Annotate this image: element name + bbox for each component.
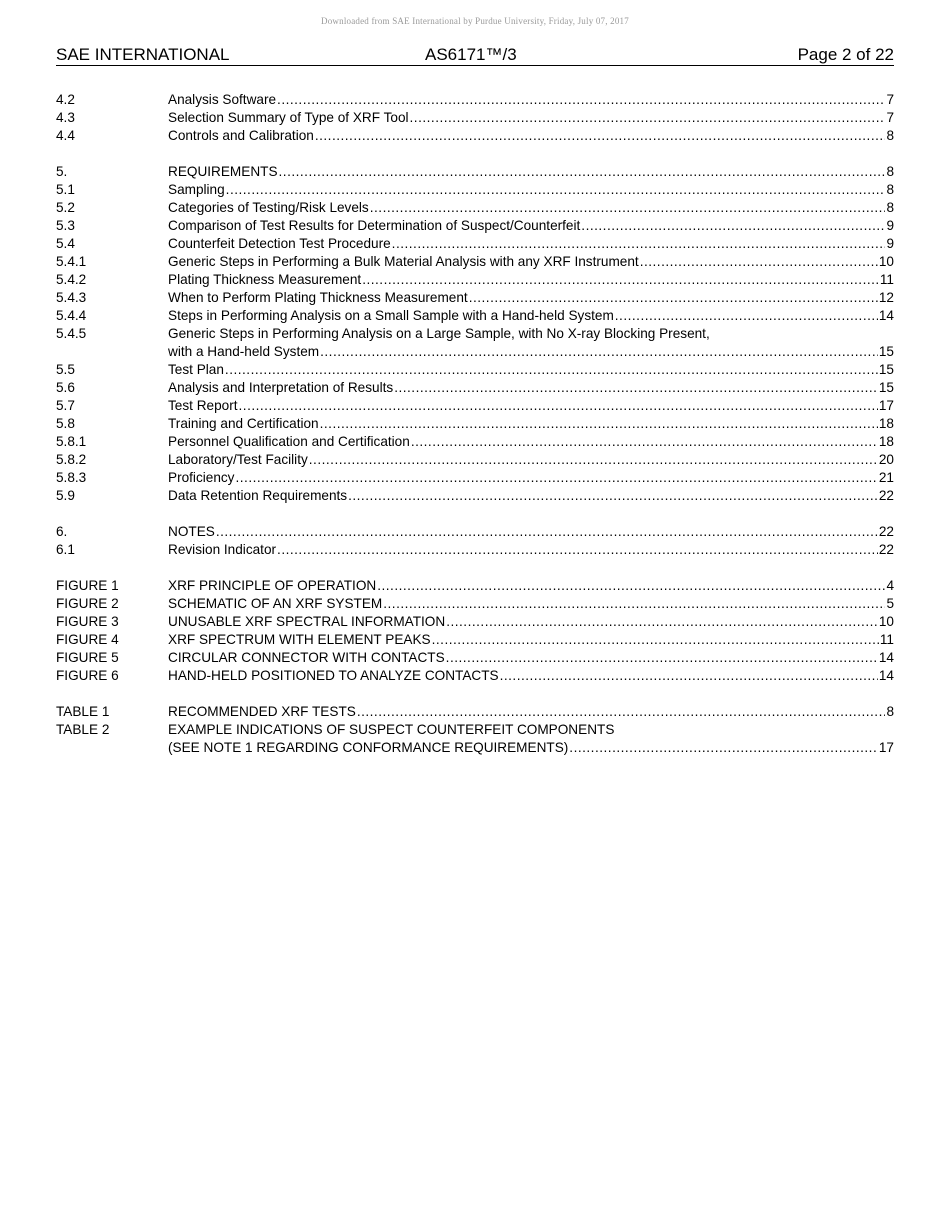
toc-entry-title: Controls and Calibration <box>168 128 314 143</box>
toc-entry-number: 4.4 <box>56 128 75 143</box>
toc-entry[interactable] <box>56 397 894 415</box>
toc-entry-page-number: 11 <box>879 632 894 647</box>
toc-entry-title: Test Plan <box>168 362 224 377</box>
toc-entry-title: Counterfeit Detection Test Procedure <box>168 236 391 251</box>
toc-entry-title: XRF PRINCIPLE OF OPERATION <box>168 578 377 593</box>
toc-dot-leader <box>226 181 886 199</box>
toc-entry[interactable] <box>56 109 894 127</box>
toc-entry[interactable] <box>56 163 894 181</box>
toc-section-gap <box>56 685 894 703</box>
toc-entry-number: 5.4.4 <box>56 308 87 323</box>
toc-entry[interactable] <box>56 199 894 217</box>
toc-entry-number: 5.4.3 <box>56 290 87 305</box>
toc-dot-leader <box>277 91 885 109</box>
toc-entry-title: Steps in Performing Analysis on a Small Sample with a Hand-held System <box>168 308 614 323</box>
toc-entry[interactable] <box>56 541 894 559</box>
toc-entry-number: 5.6 <box>56 380 75 395</box>
toc-entry-number: 5.3 <box>56 218 75 233</box>
toc-entry-number: 5.4.5 <box>56 326 87 341</box>
toc-entry-title: Test Report <box>168 398 238 413</box>
toc-entry[interactable] <box>56 127 894 145</box>
toc-entry-number: 5.8.2 <box>56 452 87 467</box>
toc-entry-number: 5.8 <box>56 416 75 431</box>
toc-dot-leader <box>370 199 886 217</box>
toc-entry-page-number: 15 <box>878 362 894 377</box>
toc-entry-number: 5. <box>56 164 68 179</box>
toc-dot-leader <box>640 253 878 271</box>
toc-entry-page-number: 22 <box>878 524 894 539</box>
page-header <box>56 44 894 66</box>
toc-entry-title: Generic Steps in Performing Analysis on a Large Sample, with No X-ray Blocking Present, <box>168 326 710 341</box>
toc-entry-page-number: 17 <box>878 398 894 413</box>
toc-dot-leader <box>446 649 878 667</box>
toc-entry-title: Analysis and Interpretation of Results <box>168 380 394 395</box>
toc-entry-number: 5.4.2 <box>56 272 87 287</box>
toc-dot-leader <box>277 541 878 559</box>
toc-entry-title: CIRCULAR CONNECTOR WITH CONTACTS <box>168 650 445 665</box>
toc-entry-title: Plating Thickness Measurement <box>168 272 362 287</box>
toc-dot-leader <box>315 127 886 145</box>
toc-entry[interactable] <box>56 649 894 667</box>
toc-section-gap <box>56 505 894 523</box>
toc-entry-number: 6. <box>56 524 68 539</box>
toc-entry[interactable] <box>56 523 894 541</box>
toc-entry[interactable] <box>56 451 894 469</box>
toc-entry[interactable] <box>56 325 894 361</box>
toc-entry[interactable] <box>56 379 894 397</box>
toc-dot-leader <box>357 703 886 721</box>
toc-dot-leader <box>216 523 878 541</box>
toc-entry-page-number: 10 <box>878 254 894 269</box>
toc-dot-leader <box>225 361 878 379</box>
download-watermark: Downloaded from SAE International by Purdue University, Friday, July 07, 2017 <box>321 16 629 26</box>
toc-entry-page-number: 14 <box>878 668 894 683</box>
toc-entry[interactable] <box>56 595 894 613</box>
toc-entry-page-number: 18 <box>878 416 894 431</box>
toc-entry-title: UNUSABLE XRF SPECTRAL INFORMATION <box>168 614 446 629</box>
toc-dot-leader <box>320 415 878 433</box>
toc-entry-title: Training and Certification <box>168 416 319 431</box>
toc-entry[interactable] <box>56 577 894 595</box>
toc-entry-title: Revision Indicator <box>168 542 277 557</box>
toc-entry-number: FIGURE 3 <box>56 614 119 629</box>
toc-dot-leader <box>320 343 878 361</box>
toc-dot-leader <box>348 487 878 505</box>
toc-entry[interactable] <box>56 613 894 631</box>
toc-dot-leader <box>392 235 886 253</box>
toc-entry-title: Generic Steps in Performing a Bulk Material Analysis with any XRF Instrument <box>168 254 639 269</box>
toc-entry-title-continued: with a Hand-held System <box>168 344 320 359</box>
toc-entry-title-continued: (SEE NOTE 1 REGARDING CONFORMANCE REQUIREMENTS) <box>168 740 569 755</box>
toc-entry-title: Proficiency <box>168 470 235 485</box>
toc-entry-page-number: 8 <box>886 704 894 719</box>
toc-entry-number: 5.8.3 <box>56 470 87 485</box>
toc-entry-number: 4.3 <box>56 110 75 125</box>
toc-entry-title: Sampling <box>168 182 225 197</box>
toc-entry-title: HAND-HELD POSITIONED TO ANALYZE CONTACTS <box>168 668 499 683</box>
toc-entry-number: 5.8.1 <box>56 434 87 449</box>
toc-entry-title: XRF SPECTRUM WITH ELEMENT PEAKS <box>168 632 431 647</box>
toc-entry-number: 5.2 <box>56 200 75 215</box>
toc-entry-title: NOTES <box>168 524 215 539</box>
toc-dot-leader <box>377 577 885 595</box>
toc-entry-title: SCHEMATIC OF AN XRF SYSTEM <box>168 596 383 611</box>
toc-entry-page-number: 7 <box>886 110 894 125</box>
toc-dot-leader <box>362 271 879 289</box>
toc-entry[interactable] <box>56 361 894 379</box>
toc-entry[interactable] <box>56 469 894 487</box>
toc-dot-leader <box>615 307 878 325</box>
toc-entry-title: Selection Summary of Type of XRF Tool <box>168 110 409 125</box>
toc-entry-number: 5.9 <box>56 488 75 503</box>
toc-entry-title: Analysis Software <box>168 92 277 107</box>
toc-entry[interactable] <box>56 217 894 235</box>
toc-dot-leader <box>469 289 878 307</box>
toc-entry-number: FIGURE 2 <box>56 596 119 611</box>
toc-entry-number: 5.5 <box>56 362 75 377</box>
toc-entry-number: 4.2 <box>56 92 75 107</box>
toc-entry-number: 6.1 <box>56 542 75 557</box>
toc-dot-leader <box>410 109 886 127</box>
toc-entry-title: REQUIREMENTS <box>168 164 278 179</box>
toc-entry-number: 5.4 <box>56 236 75 251</box>
toc-entry[interactable] <box>56 415 894 433</box>
toc-entry-page-number: 17 <box>878 740 894 755</box>
toc-entry-title: Categories of Testing/Risk Levels <box>168 200 369 215</box>
toc-dot-leader <box>432 631 879 649</box>
toc-dot-leader <box>500 667 878 685</box>
toc-entry-page-number: 15 <box>878 380 894 395</box>
toc-entry-page-number: 15 <box>878 344 894 359</box>
table-of-contents <box>56 91 894 757</box>
toc-entry[interactable] <box>56 253 894 271</box>
toc-entry-page-number: 14 <box>878 308 894 323</box>
toc-entry-number: FIGURE 5 <box>56 650 119 665</box>
toc-entry[interactable] <box>56 433 894 451</box>
toc-entry-page-number: 21 <box>878 470 894 485</box>
toc-entry-title: RECOMMENDED XRF TESTS <box>168 704 356 719</box>
toc-dot-leader <box>581 217 885 235</box>
toc-entry-title: Personnel Qualification and Certification <box>168 434 410 449</box>
toc-entry-number: FIGURE 6 <box>56 668 119 683</box>
toc-entry-page-number: 8 <box>886 164 894 179</box>
toc-entry-number: FIGURE 4 <box>56 632 119 647</box>
header-doc-id: AS6171™/3 <box>425 45 517 64</box>
toc-entry-page-number: 22 <box>878 488 894 503</box>
toc-dot-leader <box>394 379 878 397</box>
toc-entry-page-number: 8 <box>886 128 894 143</box>
toc-entry-page-number: 9 <box>886 218 894 233</box>
toc-entry-page-number: 8 <box>886 200 894 215</box>
toc-entry-title: Laboratory/Test Facility <box>168 452 308 467</box>
toc-entry-title: EXAMPLE INDICATIONS OF SUSPECT COUNTERFEIT COMPONENTS <box>168 722 615 737</box>
toc-entry-page-number: 14 <box>878 650 894 665</box>
header-page-number: Page 2 of 22 <box>797 45 894 64</box>
toc-entry-page-number: 10 <box>878 614 894 629</box>
toc-section-gap <box>56 145 894 163</box>
toc-entry-page-number: 12 <box>878 290 894 305</box>
toc-entry-page-number: 9 <box>886 236 894 251</box>
toc-entry[interactable] <box>56 721 894 757</box>
toc-entry-page-number: 20 <box>878 452 894 467</box>
toc-dot-leader <box>235 469 877 487</box>
toc-section-gap <box>56 559 894 577</box>
toc-entry-title: When to Perform Plating Thickness Measurement <box>168 290 468 305</box>
toc-dot-leader <box>279 163 886 181</box>
header-org: SAE INTERNATIONAL <box>56 45 230 64</box>
toc-entry[interactable] <box>56 667 894 685</box>
toc-entry-page-number: 4 <box>886 578 894 593</box>
toc-entry-number: 5.7 <box>56 398 75 413</box>
toc-entry-number: 5.4.1 <box>56 254 87 269</box>
toc-entry[interactable] <box>56 289 894 307</box>
toc-entry-title: Data Retention Requirements <box>168 488 348 503</box>
toc-entry[interactable] <box>56 487 894 505</box>
toc-entry[interactable] <box>56 271 894 289</box>
toc-entry-page-number: 5 <box>886 596 894 611</box>
toc-dot-leader <box>446 613 878 631</box>
toc-entry-number: TABLE 2 <box>56 722 110 737</box>
toc-entry-number: 5.1 <box>56 182 75 197</box>
toc-entry[interactable] <box>56 181 894 199</box>
toc-entry[interactable] <box>56 91 894 109</box>
toc-entry-page-number: 22 <box>878 542 894 557</box>
toc-entry-number: TABLE 1 <box>56 704 110 719</box>
toc-entry-title: Comparison of Test Results for Determination of Suspect/Counterfeit <box>168 218 581 233</box>
toc-dot-leader <box>309 451 878 469</box>
toc-entry-page-number: 18 <box>878 434 894 449</box>
toc-entry-page-number: 8 <box>886 182 894 197</box>
toc-dot-leader <box>569 739 878 757</box>
toc-entry-page-number: 11 <box>879 272 894 287</box>
toc-dot-leader <box>383 595 885 613</box>
toc-dot-leader <box>239 397 878 415</box>
toc-entry-page-number: 7 <box>886 92 894 107</box>
toc-entry[interactable] <box>56 307 894 325</box>
toc-dot-leader <box>411 433 878 451</box>
toc-entry-number: FIGURE 1 <box>56 578 119 593</box>
toc-entry[interactable] <box>56 631 894 649</box>
toc-entry[interactable] <box>56 235 894 253</box>
toc-entry[interactable] <box>56 703 894 721</box>
